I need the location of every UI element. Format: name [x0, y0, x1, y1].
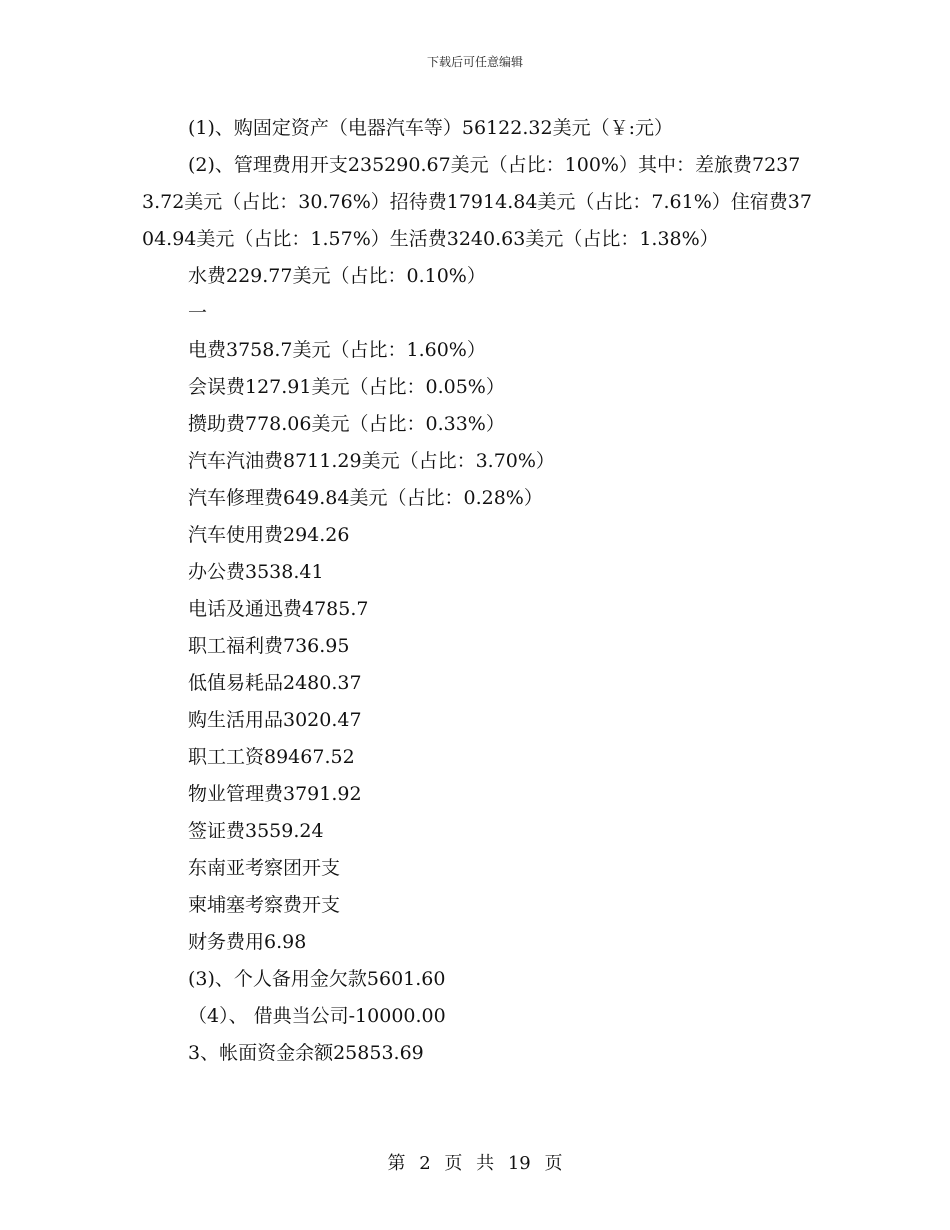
line-water-fee: 水费229.77美元（占比：0.10%）: [188, 265, 486, 287]
line-office-fee: 办公费3538.41: [188, 561, 324, 583]
line-cambodia-trip: 柬埔塞考察费开支: [188, 894, 341, 916]
line-car-usage-fee: 汽车使用费294.26: [188, 524, 350, 546]
line-staff-welfare: 职工福利费736.95: [188, 635, 350, 657]
line-book-balance: 3、帐面资金余额25853.69: [188, 1042, 424, 1064]
line-car-fuel-fee: 汽车汽油费8711.29美元（占比：3.70%）: [188, 450, 555, 472]
line-property-management: 物业管理费3791.92: [188, 783, 362, 805]
line-visa-fee: 签证费3559.24: [188, 820, 324, 842]
line-electricity-fee: 电费3758.7美元（占比：1.60%）: [188, 339, 486, 361]
line-sponsorship-fee: 攒助费778.06美元（占比：0.33%）: [188, 413, 505, 435]
page-header: 下载后可任意编辑: [426, 55, 523, 69]
line-staff-wages: 职工工资89467.52: [188, 746, 355, 768]
line-meeting-fee: 会误费127.91美元（占比：0.05%）: [188, 376, 505, 398]
paragraph-management-expenses: (2)、管理费用开支235290.67美元（占比：100%）其中：差旅费72373.72美元（占比：30.76%）招待费17914.84美元（占比：7.61%）住宿费3704.94美元（占比：1.57%）生活费3240.63美元（占比：1.38%）: [142, 154, 812, 250]
line-dash: 一: [188, 302, 208, 324]
line-living-supplies: 购生活用品3020.47: [188, 709, 362, 731]
page-number-footer: 第 2 页 共 19 页: [387, 1153, 563, 1174]
line-personal-advance: (3)、个人备用金欠款5601.60: [188, 968, 446, 990]
line-sea-delegation: 东南亚考察团开支: [188, 857, 341, 879]
line-consumables: 低值易耗品2480.37: [188, 672, 362, 694]
line-finance-fee: 财务费用6.98: [188, 931, 307, 953]
document-body: [142, 110, 812, 1072]
line-telecom-fee: 电话及通迅费4785.7: [188, 598, 369, 620]
line-pawnshop-loan: （4）、 借典当公司-10000.00: [188, 1005, 446, 1027]
line-fixed-assets: (1)、购固定资产（电器汽车等）56122.32美元（￥:元）: [188, 117, 673, 139]
line-car-repair-fee: 汽车修理费649.84美元（占比：0.28%）: [188, 487, 543, 509]
